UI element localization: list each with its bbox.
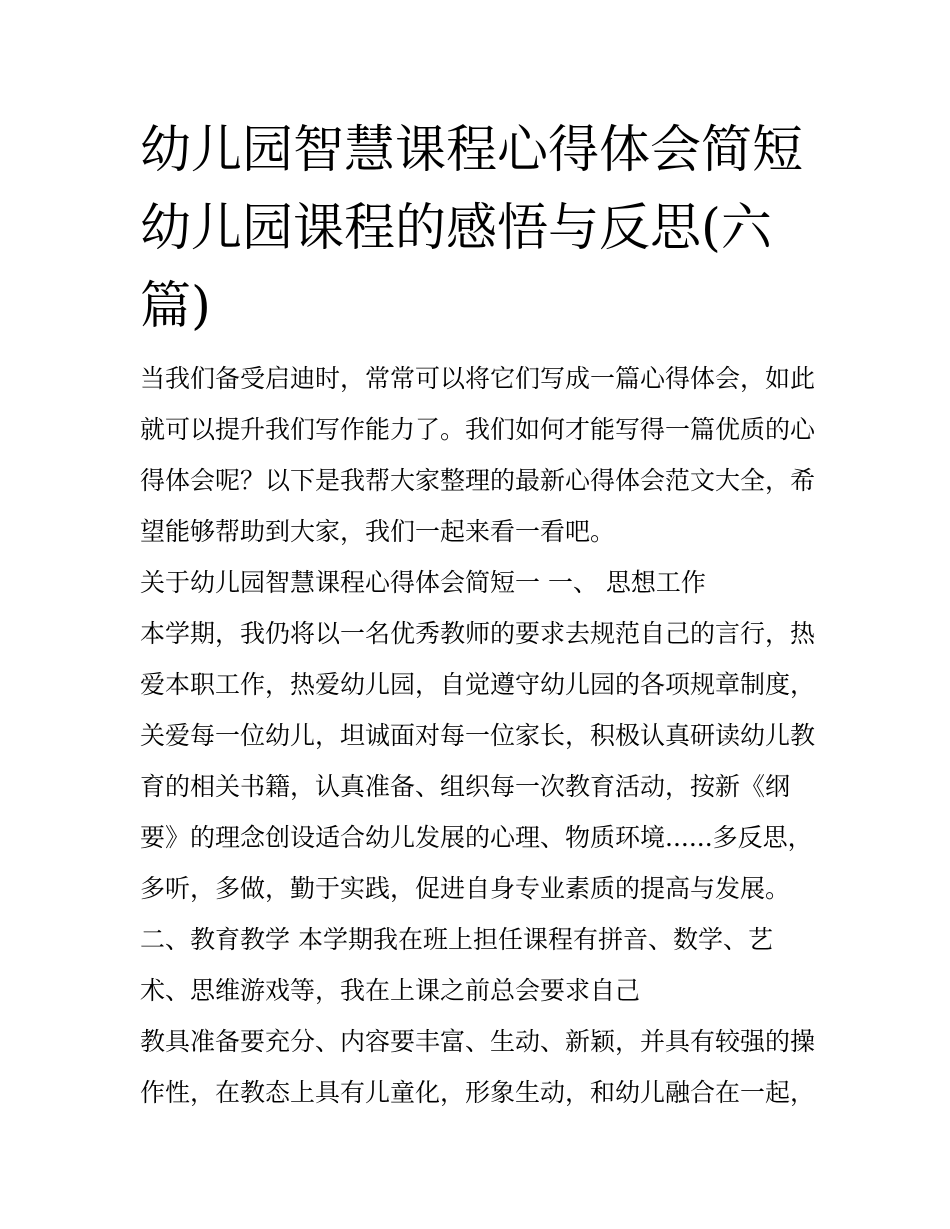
body-line-11: 多听，多做，勤于实践，促进自身专业素质的提高与发展。 <box>140 874 791 903</box>
document-title: 幼儿园智慧课程心得体会简短幼儿园课程的感悟与反思(六篇) <box>140 121 804 336</box>
body-line-13: 术、思维游戏等，我在上课之前总会要求自己 <box>140 976 641 1005</box>
document-body <box>140 353 820 1118</box>
section-heading-line: 关于幼儿园智慧课程心得体会简短一 一、 思想工作 <box>140 568 706 597</box>
section-line-2: 二、教育教学 本学期我在班上担任课程有拼音、数学、艺 <box>140 925 773 954</box>
body-line-10: 要》的理念创设适合幼儿发展的心理、物质环境......多反思， <box>140 823 813 852</box>
body-line-4: 望能够帮助到大家，我们一起来看一看吧。 <box>140 517 616 546</box>
body-line-6: 本学期，我仍将以一名优秀教师的要求去规范自己的言行，热 <box>140 619 816 648</box>
body-line-1: 当我们备受启迪时，常常可以将它们写成一篇心得体会，如此 <box>140 364 816 393</box>
body-line-2: 就可以提升我们写作能力了。我们如何才能写得一篇优质的心 <box>140 415 816 444</box>
body-line-8: 关爱每一位幼儿，坦诚面对每一位家长，积极认真研读幼儿教 <box>140 721 816 750</box>
body-line-15: 作性，在教态上具有儿童化，形象生动，和幼儿融合在一起， <box>140 1078 816 1107</box>
body-line-7: 爱本职工作，热爱幼儿园，自觉遵守幼儿园的各项规章制度， <box>140 670 816 699</box>
body-line-3: 得体会呢？以下是我帮大家整理的最新心得体会范文大全，希 <box>140 466 816 495</box>
body-line-14: 教具准备要充分、内容要丰富、生动、新颖，并具有较强的操 <box>140 1027 816 1056</box>
body-line-9: 育的相关书籍，认真准备、组织每一次教育活动，按新《纲 <box>140 772 791 801</box>
